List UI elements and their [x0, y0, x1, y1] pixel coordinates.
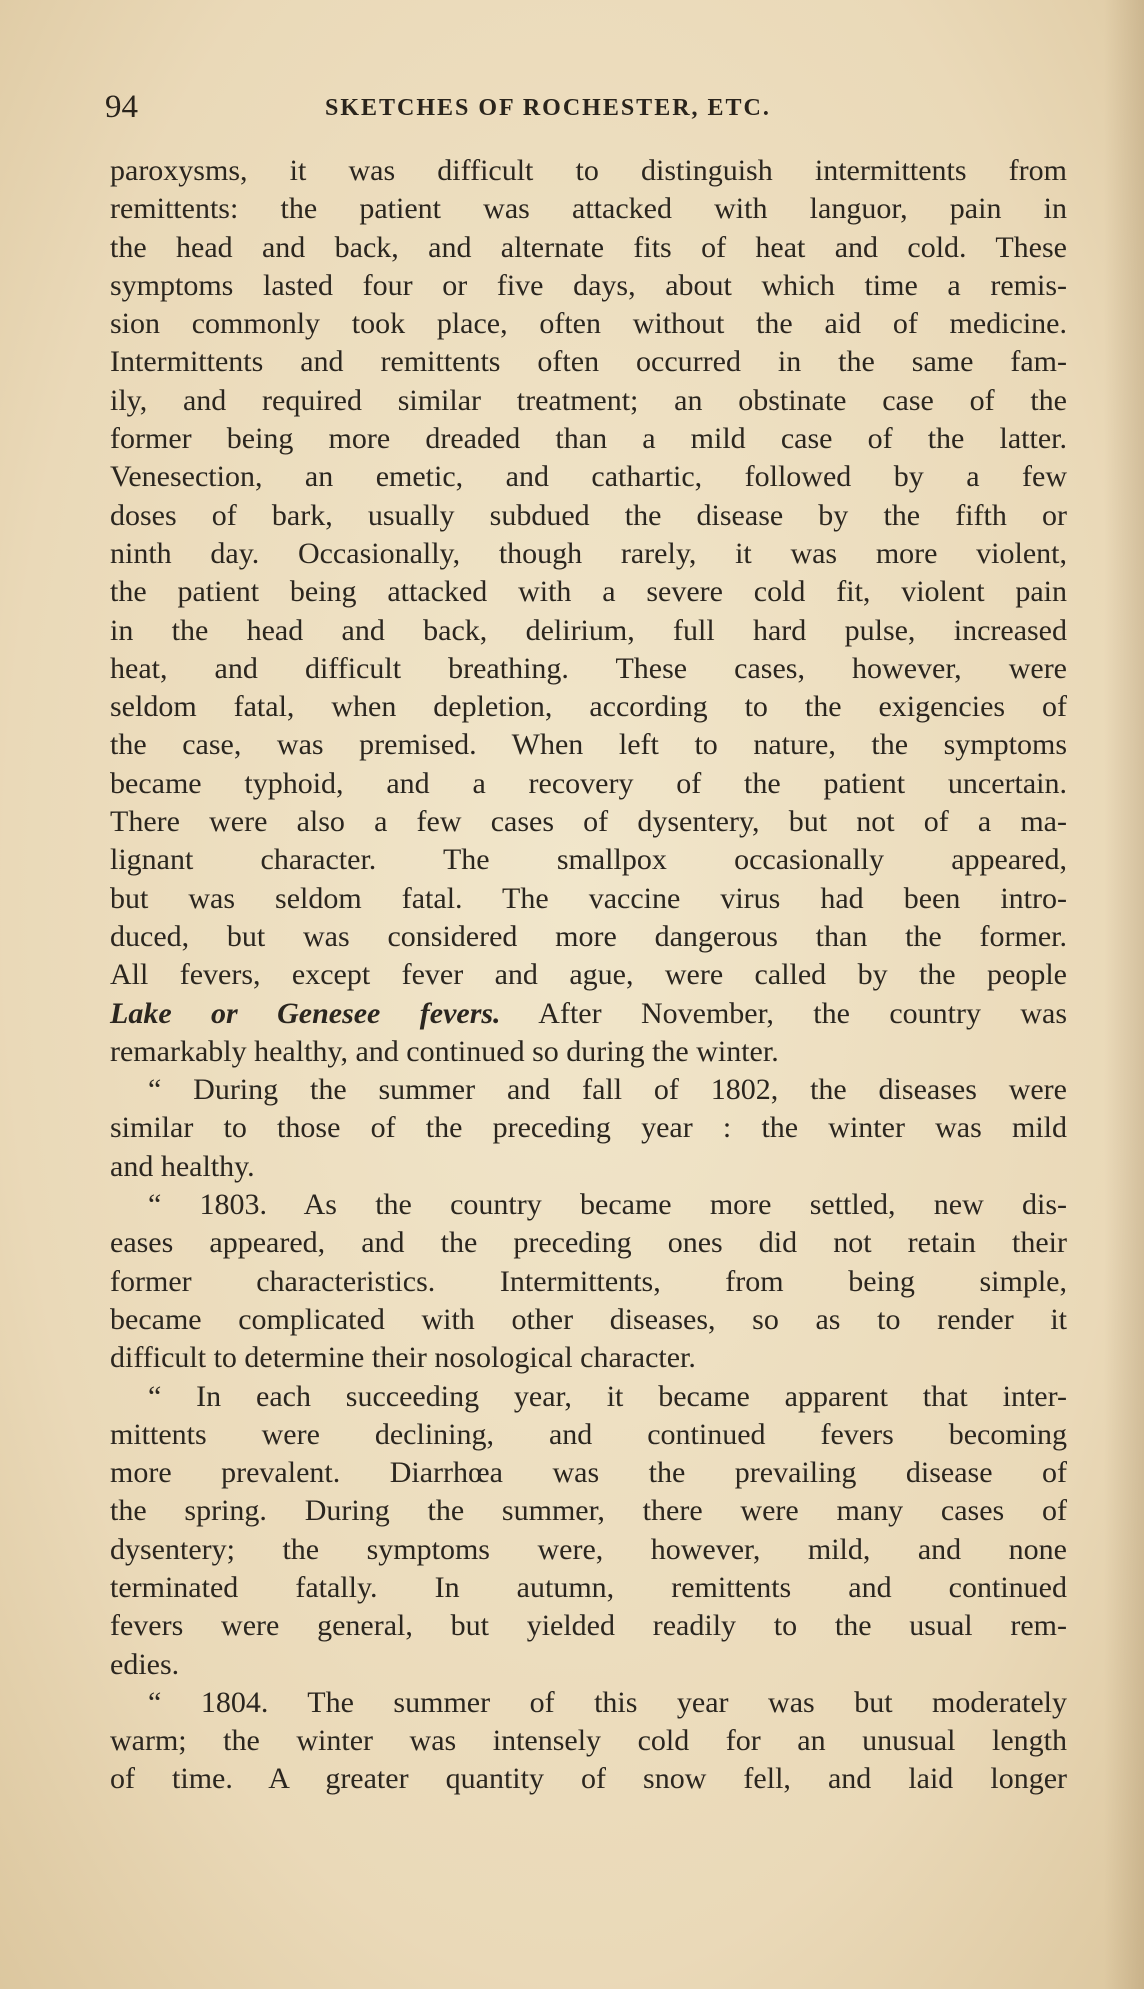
text-line: doses of bark, usually subdued the disease by the fifth or: [110, 498, 1067, 532]
text-line: former characteristics. Intermittents, from being simple,: [110, 1264, 1067, 1298]
text-line: eases appeared, and the preceding ones did not retain their: [110, 1226, 1067, 1260]
paragraph-start-line: “ 1804. The summer of this year was but moderately: [148, 1685, 1067, 1719]
paragraph-start-line: “ In each succeeding year, it became apparent that inter-: [148, 1379, 1067, 1413]
text-line: the head and back, and alternate fits of heat and cold. These: [110, 230, 1067, 264]
text-line: ninth day. Occasionally, though rarely, it was more violent,: [110, 536, 1067, 570]
text-line: the case, was premised. When left to nature, the symptoms: [110, 728, 1067, 762]
text-line: terminated fatally. In autumn, remittents and continued: [110, 1570, 1067, 1604]
text-line: seldom fatal, when depletion, according to the exigencies of: [110, 690, 1067, 724]
text-line: the spring. During the summer, there were many cases of: [110, 1494, 1067, 1528]
text-line: but was seldom fatal. The vaccine virus had been intro-: [110, 881, 1067, 915]
paragraph-end-line: edies.: [110, 1647, 180, 1681]
text-line: more prevalent. Diarrhœa was the prevailing disease of: [110, 1456, 1067, 1490]
text-line: in the head and back, delirium, full hard pulse, increased: [110, 613, 1067, 647]
paragraph-end-line: and healthy.: [110, 1149, 255, 1183]
text-line: fevers were general, but yielded readily to the usual rem-: [110, 1609, 1067, 1643]
text-line: former being more dreaded than a mild case of the latter.: [110, 422, 1067, 456]
page-edge-shadow: [1104, 0, 1144, 1989]
line-continuation: After November, the country was: [500, 996, 1068, 1030]
text-line: All fevers, except fever and ague, were called by the people: [110, 958, 1067, 992]
text-line: the patient being attacked with a severe cold fit, violent pain: [110, 575, 1067, 609]
paragraph-start-line: “ During the summer and fall of 1802, the diseases were: [148, 1073, 1067, 1107]
text-line: similar to those of the preceding year : the winter was mild: [110, 1111, 1067, 1145]
text-line: symptoms lasted four or five days, about which time a remis-: [110, 268, 1067, 302]
text-line: remittents: the patient was attacked with languor, pain in: [110, 192, 1067, 226]
paragraph-start-line: “ 1803. As the country became more settled, new dis-: [148, 1188, 1067, 1222]
text-line: Venesection, an emetic, and cathartic, followed by a few: [110, 460, 1067, 494]
text-line: heat, and difficult breathing. These cases, however, were: [110, 651, 1067, 685]
paragraph-end-line: difficult to determine their nosological character.: [110, 1341, 696, 1375]
paragraph-end-line: remarkably healthy, and continued so during the winter.: [110, 1034, 779, 1068]
page-header: [105, 82, 1070, 132]
text-line: became complicated with other diseases, so as to render it: [110, 1302, 1067, 1336]
italic-phrase: Lake or Genesee fevers.: [110, 996, 501, 1030]
text-line: lignant character. The smallpox occasionally appeared,: [110, 843, 1067, 877]
text-line: dysentery; the symptoms were, however, mild, and none: [110, 1532, 1067, 1566]
text-line: became typhoid, and a recovery of the patient uncertain.: [110, 766, 1067, 800]
text-line: mittents were declining, and continued fevers becoming: [110, 1417, 1067, 1451]
running-head: SKETCHES OF ROCHESTER, ETC.: [325, 95, 771, 121]
text-line: duced, but was considered more dangerous than the former.: [110, 919, 1067, 953]
text-line: ily, and required similar treatment; an obstinate case of the: [110, 383, 1067, 417]
text-line: of time. A greater quantity of snow fell, and laid longer: [110, 1762, 1067, 1796]
text-line: There were also a few cases of dysentery, but not of a ma-: [110, 805, 1067, 839]
text-line: paroxysms, it was difficult to distinguish intermittents from: [110, 154, 1067, 187]
page-number: 94: [105, 89, 138, 125]
text-line-italic-phrase: [110, 995, 1067, 1033]
text-line: warm; the winter was intensely cold for an unusual length: [110, 1724, 1067, 1758]
text-line: sion commonly took place, often without the aid of medicine.: [110, 307, 1067, 341]
body-text: [110, 152, 1067, 1799]
text-line: Intermittents and remittents often occurred in the same fam-: [110, 345, 1067, 379]
